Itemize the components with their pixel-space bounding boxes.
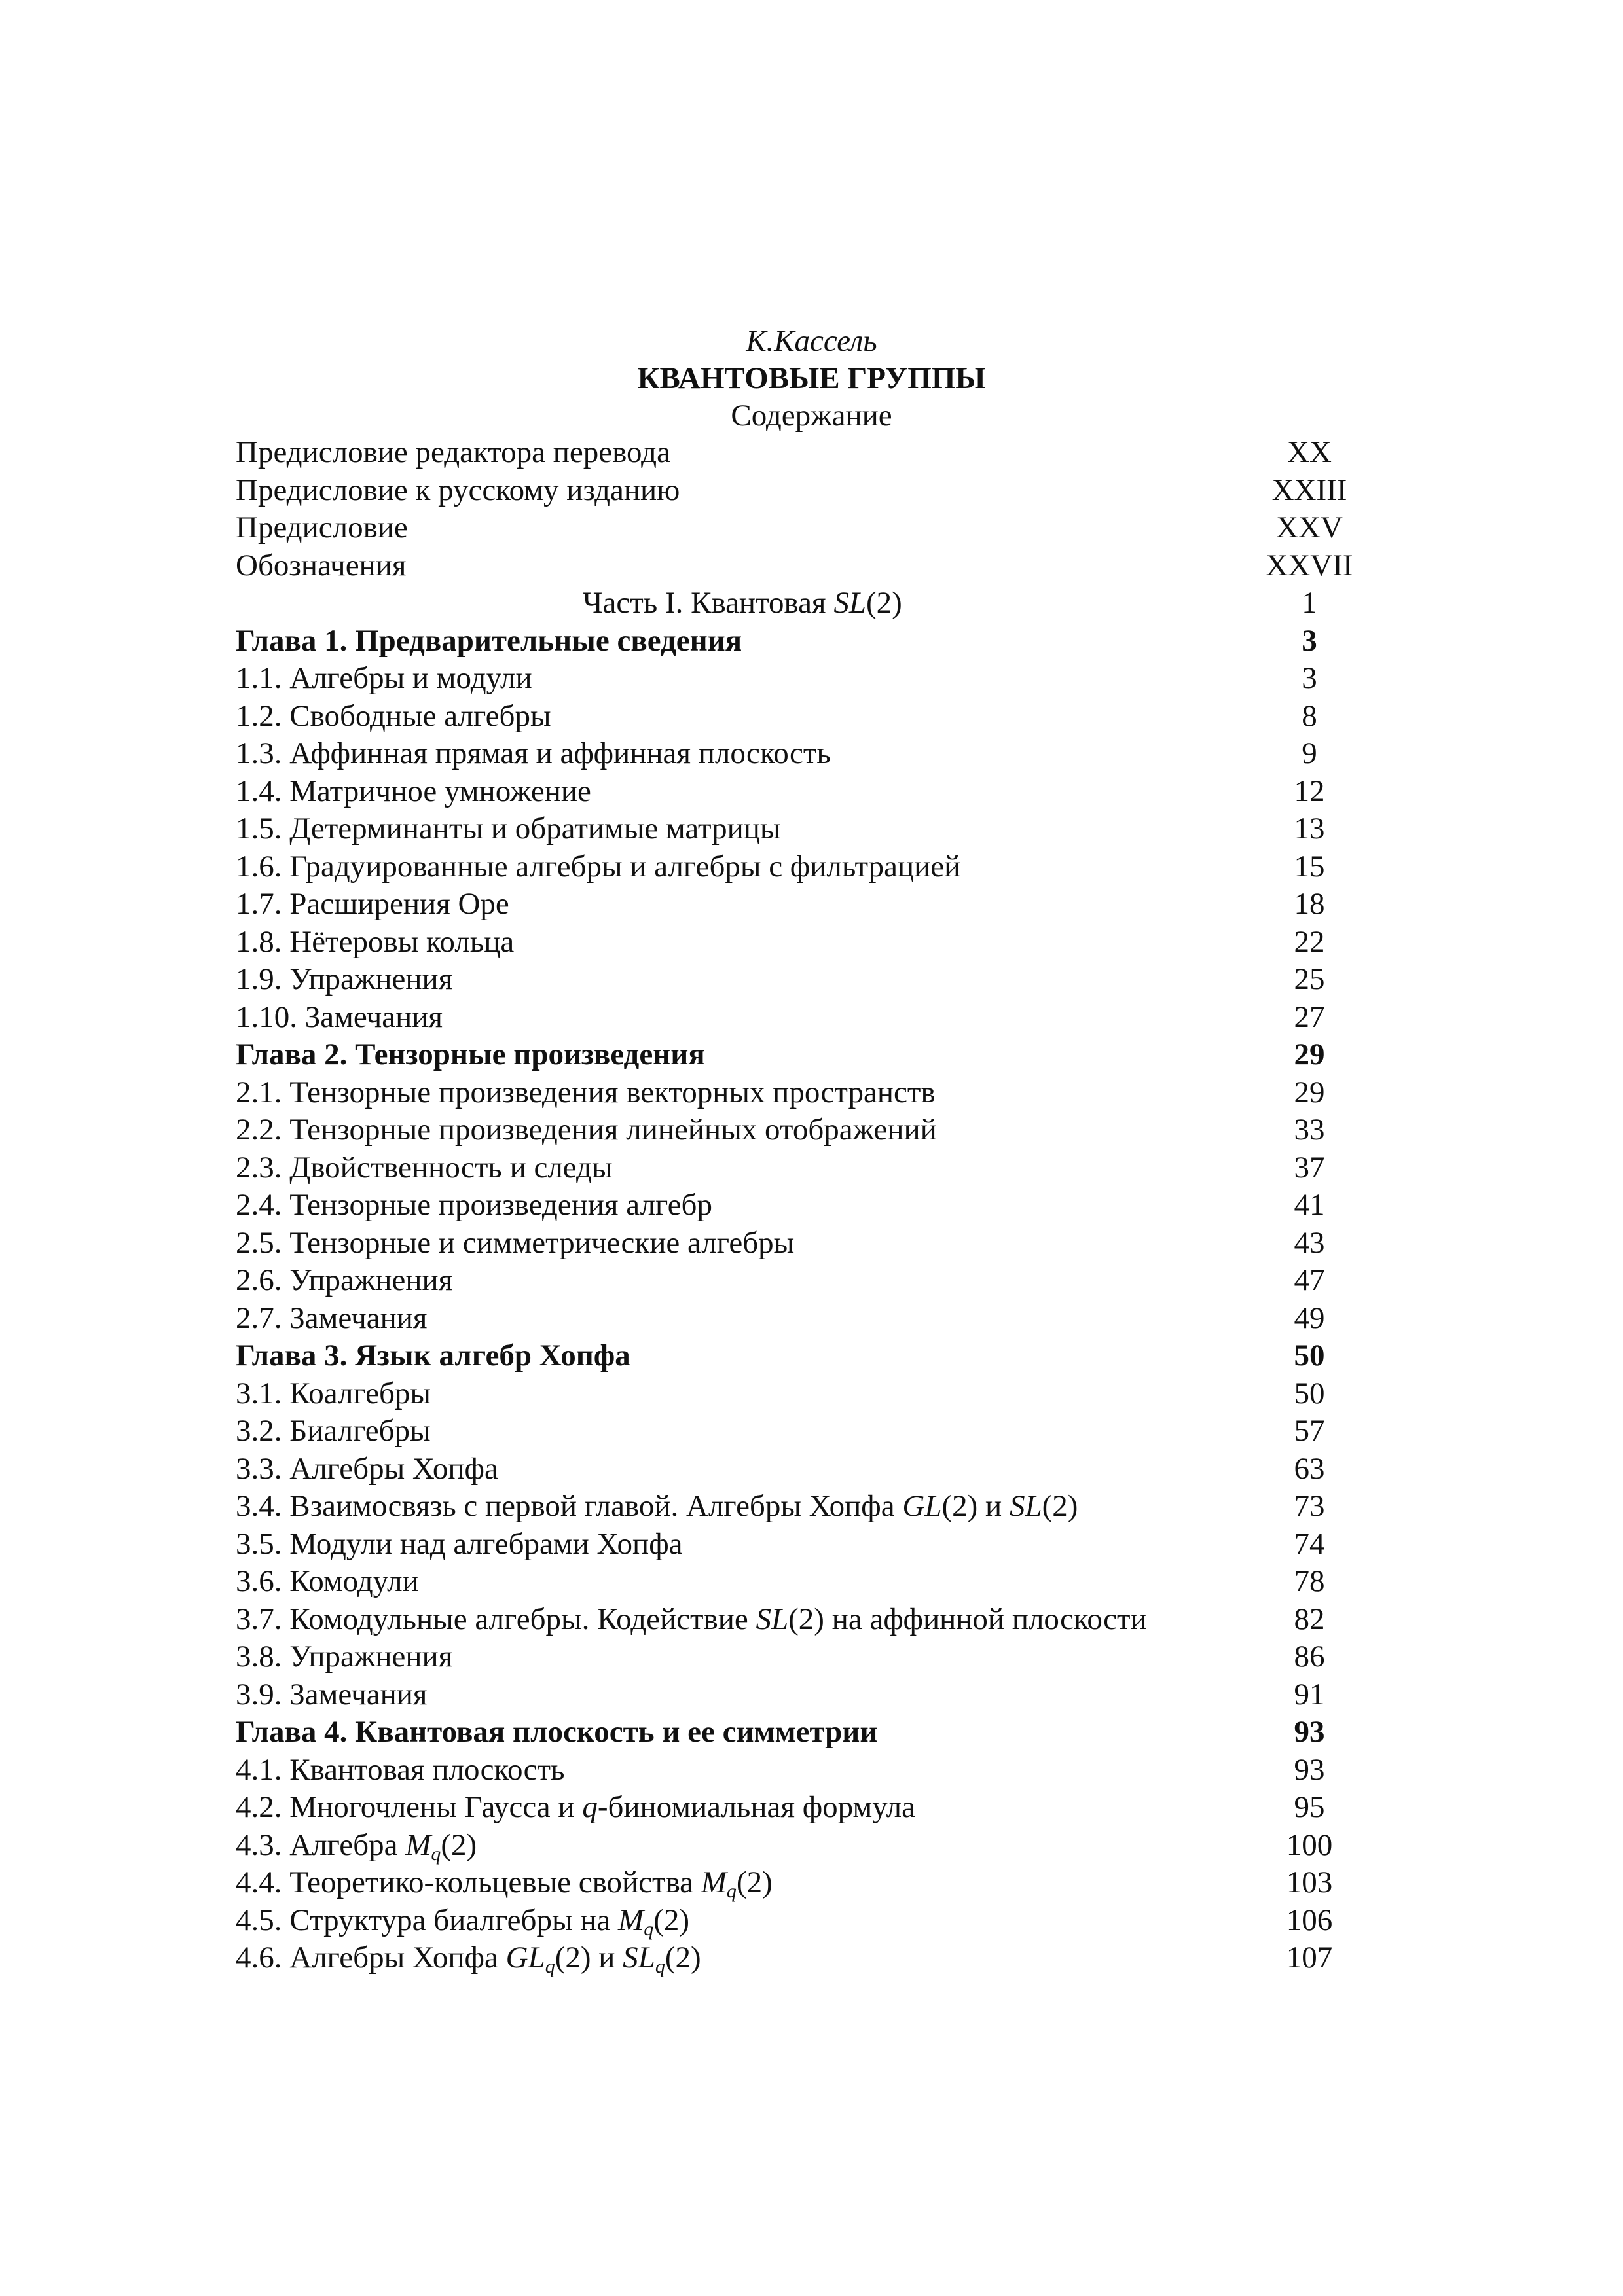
toc-page-number: 103 — [1286, 1865, 1333, 1899]
toc-section-row — [236, 1676, 1401, 1714]
toc-chapter-row — [236, 622, 1401, 660]
book-title: КВАНТОВЫЕ ГРУППЫ — [637, 361, 986, 395]
toc-section-row — [236, 1412, 1401, 1450]
toc-section-row — [236, 1300, 1401, 1338]
toc-section-row — [236, 810, 1401, 848]
toc-chapter-row — [236, 1036, 1401, 1074]
toc-section-row — [236, 1601, 1401, 1639]
toc-page-number: 41 — [1294, 1188, 1325, 1222]
toc-section-row — [236, 1149, 1401, 1187]
toc-entry-title: 2.6. Упражнения — [236, 1263, 453, 1297]
toc-section-row — [236, 735, 1401, 773]
math-symbol: M — [618, 1903, 644, 1937]
toc-entry-title: 1.8. Нётеровы кольца — [236, 924, 515, 959]
title-text: Часть I. Квантовая — [583, 586, 834, 620]
title-text: -биномиальная формула — [597, 1790, 915, 1824]
toc-page-number: XXIII — [1271, 473, 1347, 507]
title-text: (2) — [665, 1941, 701, 1975]
title-text: (2) на аффинной плоскости — [788, 1602, 1147, 1636]
toc-page-number: 93 — [1294, 1752, 1325, 1787]
title-text: (2) — [653, 1903, 690, 1937]
toc-entry-title — [236, 1601, 1147, 1639]
toc-section-row — [236, 1526, 1401, 1564]
toc-entry-title — [236, 1827, 477, 1868]
toc-section-row — [236, 1939, 1401, 1977]
toc-section-row — [236, 1187, 1401, 1225]
toc-page-number: 18 — [1294, 887, 1325, 921]
toc-entry-title — [236, 1789, 915, 1827]
toc-section-row — [236, 1225, 1401, 1263]
toc-entry-title: 1.4. Матричное умножение — [236, 774, 591, 808]
toc-entry-title: 3.5. Модули над алгебрами Хопфа — [236, 1526, 683, 1561]
toc-page-number: 100 — [1286, 1827, 1333, 1862]
toc-entry-title: 1.3. Аффинная прямая и аффинная плоскость — [236, 736, 831, 770]
toc-page-number: 91 — [1294, 1677, 1325, 1712]
math-subscript: q — [655, 1956, 665, 1977]
toc-entry-title: 3.8. Упражнения — [236, 1640, 453, 1674]
title-text: (2) и — [941, 1489, 1010, 1523]
toc-entry-title: 3.1. Коалгебры — [236, 1376, 431, 1410]
toc-entry-title: 3.9. Замечания — [236, 1677, 428, 1712]
toc-section-row — [236, 1375, 1401, 1413]
toc-section-row — [236, 886, 1401, 924]
title-text: 4.6. Алгебры Хопфа — [236, 1941, 506, 1975]
toc-page-number: 29 — [1294, 1037, 1325, 1071]
toc-front-row — [236, 509, 1401, 547]
toc-page-number: 50 — [1294, 1376, 1325, 1410]
toc-entry-title: 1.1. Алгебры и модули — [236, 661, 532, 695]
toc-section-row — [236, 1827, 1401, 1865]
toc-front-row — [236, 547, 1401, 585]
toc-section-row — [236, 961, 1401, 999]
toc-page-number: 93 — [1294, 1715, 1325, 1749]
toc-page-number: 25 — [1294, 962, 1325, 996]
toc-page-number: 49 — [1294, 1300, 1325, 1335]
toc-chapter-row — [236, 1337, 1401, 1375]
toc-page-number: 82 — [1294, 1602, 1325, 1636]
math-symbol: SL — [1009, 1489, 1042, 1523]
math-symbol: q — [582, 1790, 598, 1824]
toc-entry-title: Предисловие редактора перевода — [236, 435, 670, 469]
toc-entry-title — [236, 1902, 689, 1943]
toc-entry-title — [236, 1864, 773, 1905]
title-text: 4.4. Теоретико-кольцевые свойства — [236, 1865, 701, 1899]
contents-heading: Содержание — [731, 399, 892, 433]
math-subscript: q — [545, 1956, 555, 1977]
toc-chapter-row — [236, 1713, 1401, 1751]
toc-part-row — [236, 584, 1401, 622]
toc-page-number: XX — [1287, 435, 1332, 469]
toc-entry-title: Глава 1. Предварительные сведения — [236, 623, 742, 658]
math-symbol: SL — [756, 1602, 789, 1636]
toc-section-row — [236, 1902, 1401, 1940]
toc-page-number: 8 — [1302, 698, 1317, 733]
toc-page-number: 27 — [1294, 999, 1325, 1034]
math-symbol: M — [701, 1865, 727, 1899]
toc-section-row — [236, 1751, 1401, 1789]
title-text: 4.3. Алгебра — [236, 1827, 406, 1862]
toc-section-row — [236, 1638, 1401, 1676]
toc-entry-title: 2.1. Тензорные произведения векторных пространств — [236, 1075, 936, 1109]
toc-section-row — [236, 660, 1401, 698]
toc-page-number: 73 — [1294, 1489, 1325, 1523]
toc-page-number: 15 — [1294, 849, 1325, 884]
toc-section-row — [236, 1488, 1401, 1526]
toc-section-row — [236, 1563, 1401, 1601]
toc-entry-title: 1.7. Расширения Оре — [236, 887, 509, 921]
toc-front-row — [236, 434, 1401, 472]
toc-section-row — [236, 1864, 1401, 1902]
toc-page-number: 37 — [1294, 1150, 1325, 1185]
title-text: (2) и — [555, 1941, 623, 1975]
toc-section-row — [236, 1074, 1401, 1112]
toc-entry-title — [583, 584, 902, 622]
toc-page-number: 57 — [1294, 1414, 1325, 1448]
toc-entry-title: Предисловие к русскому изданию — [236, 473, 680, 507]
toc-entry-title: 2.5. Тензорные и симметрические алгебры — [236, 1225, 795, 1260]
toc-page-number: 63 — [1294, 1451, 1325, 1486]
toc-entry-title: 3.6. Комодули — [236, 1564, 419, 1598]
toc-section-row — [236, 924, 1401, 961]
toc-page-number: 106 — [1286, 1903, 1333, 1937]
title-text: 4.5. Структура биалгебры на — [236, 1903, 619, 1937]
toc-page-number: 95 — [1294, 1790, 1325, 1824]
math-symbol: GL — [505, 1941, 545, 1975]
toc-page-number: 78 — [1294, 1564, 1325, 1598]
math-subscript: q — [726, 1880, 737, 1902]
toc-page-number: 3 — [1302, 623, 1317, 658]
toc-entry-title — [236, 1488, 1078, 1526]
toc-entry-title: 2.2. Тензорные произведения линейных отображений — [236, 1113, 937, 1147]
toc-section-row — [236, 1450, 1401, 1488]
toc-entry-title: 2.7. Замечания — [236, 1300, 428, 1335]
toc-section-row — [236, 1111, 1401, 1149]
math-symbol: GL — [902, 1489, 942, 1523]
toc-entry-title: 1.5. Детерминанты и обратимые матрицы — [236, 812, 781, 846]
toc-page-number: XXV — [1276, 511, 1343, 545]
toc-page-number: 9 — [1302, 736, 1317, 770]
math-symbol: SL — [833, 586, 866, 620]
toc-entry-title: 3.3. Алгебры Хопфа — [236, 1451, 498, 1486]
math-subscript: q — [644, 1918, 654, 1940]
math-symbol: SL — [623, 1941, 655, 1975]
toc-page-number: XXVII — [1266, 548, 1353, 583]
toc-entry-title: 1.10. Замечания — [236, 999, 443, 1034]
toc-page-number: 86 — [1294, 1640, 1325, 1674]
toc-section-row — [236, 848, 1401, 886]
toc-entry-title: Глава 3. Язык алгебр Хопфа — [236, 1338, 630, 1372]
title-text: (2) — [1042, 1489, 1078, 1523]
toc-page-number: 13 — [1294, 812, 1325, 846]
toc-page-number: 1 — [1302, 586, 1317, 620]
toc-front-row — [236, 472, 1401, 510]
math-symbol: M — [405, 1827, 431, 1862]
toc-entry-title: 4.1. Квантовая плоскость — [236, 1752, 565, 1787]
math-subscript: q — [431, 1842, 441, 1865]
toc-page-number: 47 — [1294, 1263, 1325, 1297]
toc-page-number: 43 — [1294, 1225, 1325, 1260]
toc-entry-title: 3.2. Биалгебры — [236, 1414, 431, 1448]
title-text: 3.7. Комодульные алгебры. Кодействие — [236, 1602, 756, 1636]
toc-page-number: 3 — [1302, 661, 1317, 695]
toc-section-row — [236, 773, 1401, 811]
toc-page-number: 12 — [1294, 774, 1325, 808]
toc-section-row — [236, 698, 1401, 736]
toc-entry-title: Глава 2. Тензорные произведения — [236, 1037, 705, 1071]
toc-entry-title: Обозначения — [236, 548, 407, 583]
toc-entry-title: Предисловие — [236, 511, 408, 545]
author-name: К.Кассель — [746, 324, 877, 358]
toc-entry-title: 1.6. Градуированные алгебры и алгебры с фильтрацией — [236, 849, 961, 884]
toc-entry-title: Глава 4. Квантовая плоскость и ее симметрии — [236, 1715, 878, 1749]
toc-page-number: 74 — [1294, 1526, 1325, 1561]
toc-section-row — [236, 999, 1401, 1037]
toc-entry-title: 1.9. Упражнения — [236, 962, 453, 996]
toc-page-number: 33 — [1294, 1113, 1325, 1147]
toc-section-row — [236, 1789, 1401, 1827]
toc-page-number: 22 — [1294, 924, 1325, 959]
title-text: 3.4. Взаимосвязь с первой главой. Алгебры Хопфа — [236, 1489, 903, 1523]
toc-entry-title: 2.4. Тензорные произведения алгебр — [236, 1188, 712, 1222]
toc-section-row — [236, 1262, 1401, 1300]
toc-entry-title — [236, 1939, 701, 1981]
title-text: (2) — [866, 586, 902, 620]
toc-entry-title: 1.2. Свободные алгебры — [236, 698, 551, 733]
title-text: (2) — [441, 1827, 477, 1862]
toc-entry-title: 2.3. Двойственность и следы — [236, 1150, 613, 1185]
title-text: 4.2. Многочлены Гаусса и — [236, 1790, 583, 1824]
toc-page-number: 107 — [1286, 1941, 1333, 1975]
toc-page-number: 29 — [1294, 1075, 1325, 1109]
toc-page-number: 50 — [1294, 1338, 1325, 1372]
table-of-contents — [236, 434, 1401, 1977]
title-text: (2) — [736, 1865, 773, 1899]
